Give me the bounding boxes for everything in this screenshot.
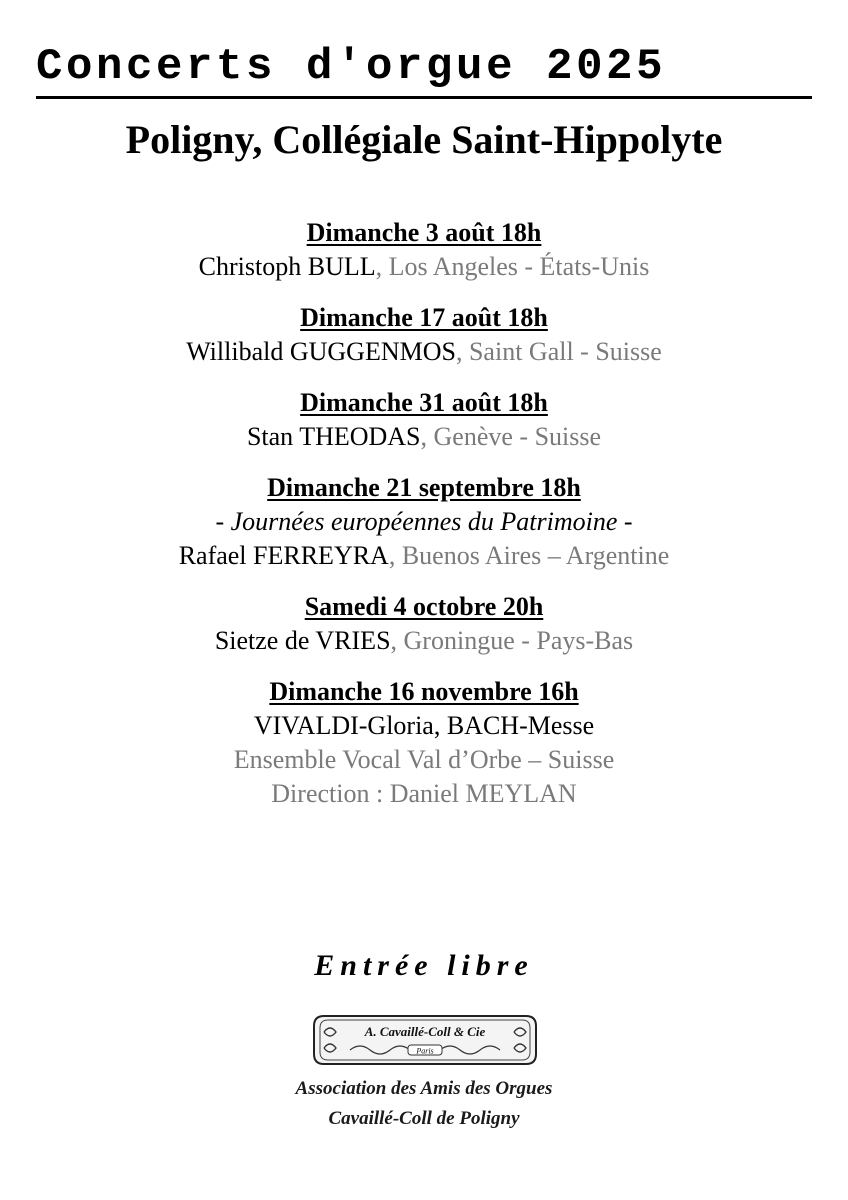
separator: , <box>375 252 389 281</box>
concert-date: Dimanche 17 août 18h <box>300 303 548 332</box>
concert-direction: Direction : Daniel MEYLAN <box>271 779 577 808</box>
association-name-line2: Cavaillé-Coll de Poligny <box>328 1108 520 1129</box>
association-name-line1: Association des Amis des Orgues <box>295 1078 553 1099</box>
separator: , <box>390 626 404 655</box>
logo-city-text: Paris <box>416 1046 434 1056</box>
concert-performer-line <box>0 539 848 573</box>
concert-item <box>0 216 848 284</box>
concert-note: - Journées européennes du Patrimoine - <box>215 507 633 536</box>
concert-date: Dimanche 21 septembre 18h <box>267 473 581 502</box>
separator: , <box>388 541 402 570</box>
performer-origin: Los Angeles - États-Unis <box>388 252 650 281</box>
concert-item <box>0 590 848 658</box>
concert-date: Samedi 4 octobre 20h <box>304 592 544 621</box>
concert-performer-line <box>0 250 848 284</box>
association-signature <box>0 1074 848 1134</box>
concert-ensemble: Ensemble Vocal Val d’Orbe – Suisse <box>233 745 615 774</box>
performer-name: Rafael FERREYRA <box>178 541 389 570</box>
concert-date: Dimanche 16 novembre 16h <box>269 677 579 706</box>
performer-name: Stan THEODAS <box>246 422 421 451</box>
title-rule <box>36 38 812 99</box>
performer-name: Christoph BULL <box>198 252 376 281</box>
performer-origin: Saint Gall - Suisse <box>468 337 662 366</box>
free-entry-notice: Entrée libre <box>314 949 534 982</box>
logo-maker-text: A. Cavaillé-Coll & Cie <box>364 1024 486 1039</box>
page-title: Concerts d'orgue 2025 <box>36 42 667 92</box>
concert-item <box>0 386 848 454</box>
performer-name: Willibald GUGGENMOS <box>186 337 456 366</box>
separator: , <box>455 337 469 366</box>
cavaille-coll-nameplate-logo <box>310 1012 540 1068</box>
concert-item <box>0 675 848 811</box>
performer-name: Sietze de VRIES <box>214 626 391 655</box>
performer-origin: Genève - Suisse <box>433 422 602 451</box>
separator: , <box>420 422 434 451</box>
concert-list <box>0 216 848 828</box>
concert-item <box>0 471 848 573</box>
concert-performer-line <box>0 335 848 369</box>
venue-subtitle: Poligny, Collégiale Saint-Hippolyte <box>125 117 723 162</box>
concert-date: Dimanche 31 août 18h <box>300 388 548 417</box>
concert-performer-line <box>0 420 848 454</box>
performer-origin: Groningue - Pays-Bas <box>403 626 634 655</box>
concert-item <box>0 301 848 369</box>
concert-program: VIVALDI-Gloria, BACH-Messe <box>253 711 595 740</box>
concert-date: Dimanche 3 août 18h <box>306 218 542 247</box>
performer-origin: Buenos Aires – Argentine <box>401 541 670 570</box>
concert-performer-line <box>0 624 848 658</box>
